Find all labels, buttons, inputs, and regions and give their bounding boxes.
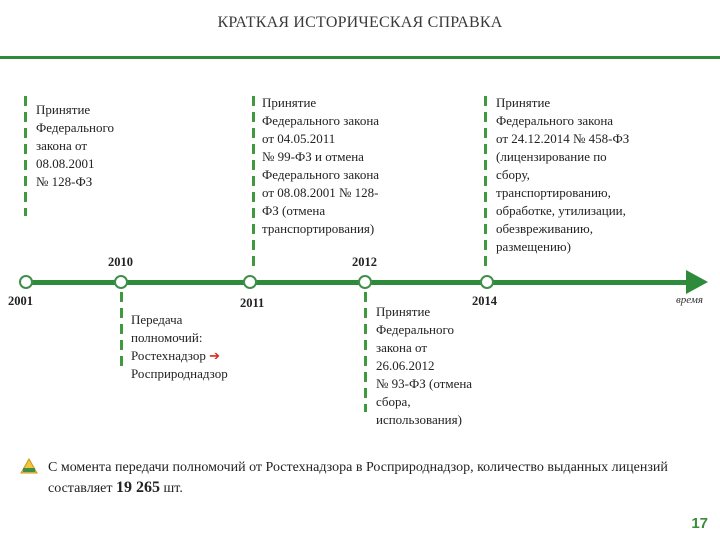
year-2011: 2011	[240, 296, 265, 310]
event-2011-text: Принятие Федерального закона от 04.05.2011 № 99-ФЗ и отмена Федерального закона от 08.08.2001 № 128- ФЗ (отмена транспортирования)	[262, 95, 380, 236]
event-2012-text: Принятие Федерального закона от 26.06.2012 № 93-ФЗ (отмена сбора, использования)	[376, 304, 473, 427]
page-number: 17	[691, 515, 708, 532]
timeline-dot-2014	[480, 275, 494, 289]
connector-2014	[484, 96, 487, 266]
connector-2011	[252, 96, 255, 266]
connector-2012	[364, 292, 367, 412]
warning-bullet-icon	[20, 458, 38, 474]
footer-note: С момента передачи полномочий от Ростехнадзора в Росприроднадзор, количество выданных лицензий составляет 19 265 шт.	[48, 460, 668, 496]
year-2014: 2014	[472, 294, 497, 308]
license-count: 19 265	[115, 479, 160, 496]
event-2001-text: Принятие Федерального закона от 08.08.2001 № 128-ФЗ	[36, 102, 115, 189]
transfer-arrow-icon: ➔	[209, 348, 220, 363]
connector-2001	[24, 96, 27, 216]
timeline-dot-2012	[358, 275, 372, 289]
timeline-dot-2011	[243, 275, 257, 289]
connector-2010	[120, 292, 123, 372]
event-2014-text: Принятие Федерального закона от 24.12.2014 № 458-ФЗ (лицензирование по сбору, транспортированию, обработке, утилизации, обезвреживанию, размещению)	[496, 95, 630, 254]
header-divider	[0, 56, 720, 59]
page-title: КРАТКАЯ ИСТОРИЧЕСКАЯ СПРАВКА	[217, 14, 503, 31]
year-2012: 2012	[352, 255, 377, 269]
timeline-dot-2010	[114, 275, 128, 289]
timeline-dot-2001	[19, 275, 33, 289]
year-2010: 2010	[108, 255, 133, 269]
year-2001: 2001	[8, 294, 33, 308]
axis-label: время	[676, 294, 704, 306]
timeline-arrow-head	[686, 270, 708, 294]
event-2010-text: Передача полномочий: Ростехнадзор ➔ Росприроднадзор	[131, 312, 228, 381]
